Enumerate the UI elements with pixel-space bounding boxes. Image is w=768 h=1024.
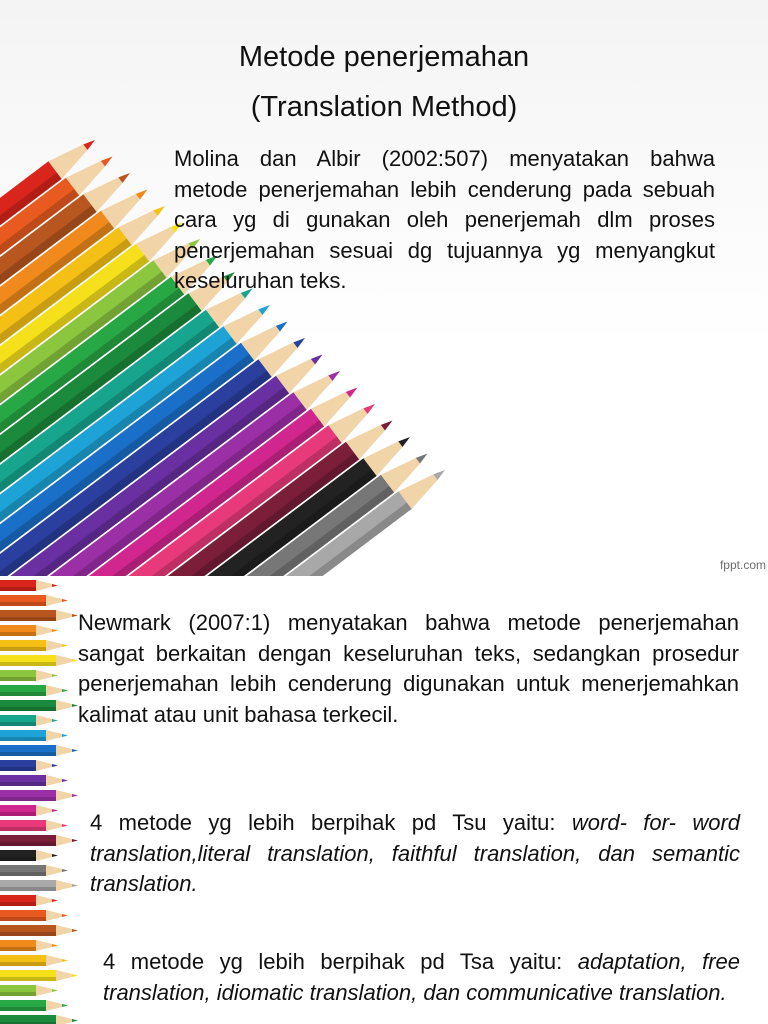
pencil-icon — [0, 850, 58, 861]
pencil-icon — [0, 775, 68, 786]
title-line-2: (Translation Method) — [250, 91, 518, 123]
pencil-icon — [0, 955, 68, 966]
pencil-icon — [0, 835, 78, 846]
pencil-icon — [0, 640, 68, 651]
pencil-icon — [0, 685, 68, 696]
definition-paragraph: Molina dan Albir (2002:507) menyatakan bahwa metode penerjemahan lebih cenderung pada sebuah cara yg di gunakan oleh penerjemah dlm proses penerjemahan sesuai dg tujuannya yg menyangkut keseluruhan teks. — [174, 146, 715, 293]
pencil-icon — [0, 1015, 78, 1024]
pencil-icon — [0, 910, 68, 921]
pencil-icon — [0, 925, 78, 936]
pencil-icon — [0, 865, 68, 876]
methods-tsa-item — [103, 947, 740, 1008]
pencil-icon — [0, 1000, 68, 1011]
pencil-icon — [0, 625, 58, 636]
pencil-icon — [0, 700, 78, 711]
methods-tsu-lead: 4 metode yg lebih berpihak pd Tsu yaitu: — [90, 810, 572, 835]
pencil-icon — [0, 715, 58, 726]
pencil-icon — [0, 970, 78, 981]
pencil-icon — [0, 730, 68, 741]
pencil-icon — [0, 595, 68, 606]
pencil-icon — [0, 895, 58, 906]
pencil-icon — [0, 985, 58, 996]
methods-tsa-list: adaptation, free translation, idiomatic translation, dan communicative translation. — [103, 949, 740, 1005]
methods-tsa-lead: 4 metode yg lebih berpihak pd Tsa yaitu: — [103, 949, 578, 974]
newmark-paragraph: Newmark (2007:1) menyatakan bahwa metode penerjemahan sangat berkaitan dengan keseluruhan teks, sedangkan prosedur penerjemahan lebih cenderung digunakan untuk menerjemahkan kalimat atau unit bahasa terkecil. — [78, 610, 739, 727]
pencil-icon — [0, 940, 58, 951]
pencil-icon — [0, 880, 78, 891]
pencil-icon — [0, 760, 58, 771]
pencil-icon — [0, 580, 58, 591]
pencil-icon — [0, 655, 78, 666]
slide-title — [150, 32, 618, 132]
methods-tsu-list: word- for- word translation,literal translation, faithful translation, dan semantic translation. — [90, 810, 741, 896]
watermark: fppt.com — [719, 558, 766, 572]
pencil-icon — [0, 805, 58, 816]
pencil-icon — [0, 790, 78, 801]
pencil-icon — [0, 820, 68, 831]
pencil-icon — [0, 745, 78, 756]
pencil-icon — [0, 670, 58, 681]
methods-tsu-item — [90, 808, 740, 900]
pencil-icon — [0, 610, 78, 621]
title-line-1: Metode penerjemahan — [238, 41, 530, 73]
